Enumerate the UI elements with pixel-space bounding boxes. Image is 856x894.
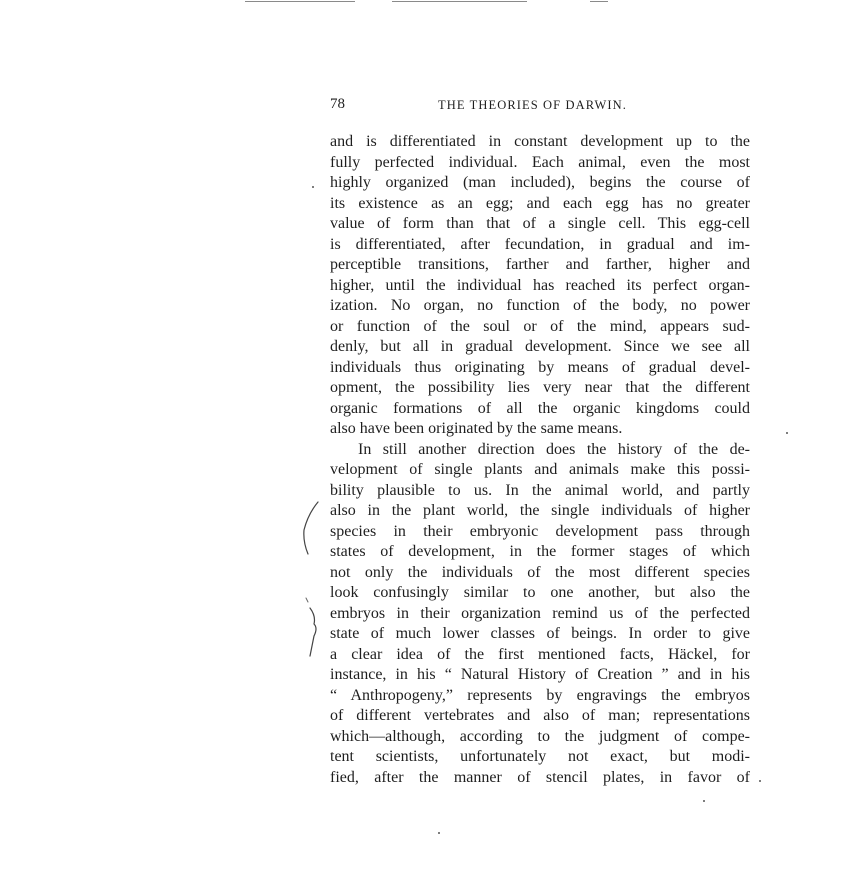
text-line: denly, but all in gradual development. Since we see all	[330, 338, 750, 355]
text-line: its existence as an egg; and each egg has no greater	[330, 194, 750, 212]
text-line: ization. No organ, no function of the body, no power	[330, 297, 750, 314]
text-line: state of much lower classes of beings. In order to give	[330, 625, 750, 642]
scan-artifact-line-1	[245, 1, 355, 2]
text-line: velopment of single plants and animals make this possi-	[330, 461, 750, 478]
body-text	[330, 132, 750, 788]
text-line: fully perfected individual. Each animal, even the most	[330, 153, 750, 171]
text-line: and is differentiated in constant development up to the	[330, 133, 750, 150]
text-line: embryos in their organization remind us of the perfected	[330, 604, 750, 622]
text-line: which—although, according to the judgment of compe-	[330, 727, 750, 745]
text-line: a clear idea of the first mentioned facts, Häckel, for	[330, 645, 750, 663]
running-title: THE THEORIES OF DARWIN.	[438, 98, 627, 112]
text-line: tent scientists, unfortunately not exact, but modi-	[330, 748, 750, 765]
text-line: look confusingly similar to one another, but also the	[330, 584, 750, 601]
scan-speck	[759, 780, 761, 782]
text-line: highly organized (man included), begins the course of	[330, 174, 750, 191]
text-line: perceptible transitions, farther and farther, higher and	[330, 256, 750, 273]
text-line: value of form than that of a single cell. This egg-cell	[330, 215, 750, 232]
paragraph-start-line: In still another direction does the history of the de-	[358, 440, 750, 458]
text-line: instance, in his “ Natural History of Creation ” and in his	[330, 666, 750, 683]
page-header	[330, 96, 750, 116]
text-line: bility plausible to us. In the animal world, and partly	[330, 481, 750, 499]
margin-pencil-marks	[296, 490, 326, 680]
text-line: states of development, in the former stages of which	[330, 543, 750, 560]
scan-speck	[786, 432, 788, 434]
text-line: not only the individuals of the most different species	[330, 563, 750, 581]
scan-speck	[312, 186, 314, 188]
text-line: higher, until the individual has reached its perfect organ-	[330, 276, 750, 294]
text-line: individuals thus originating by means of gradual devel-	[330, 358, 750, 376]
text-line: fied, after the manner of stencil plates, in favor of	[330, 768, 750, 786]
page-number: 78	[330, 96, 345, 112]
text-line: or function of the soul or of the mind, appears sud-	[330, 317, 750, 335]
text-line: opment, the possibility lies very near that the different	[330, 379, 750, 396]
text-line: of different vertebrates and also of man; representations	[330, 707, 750, 724]
text-line: “ Anthropogeny,” represents by engravings the embryos	[330, 686, 750, 704]
scan-artifact-line-3	[590, 1, 608, 2]
paragraph-end-line: also have been originated by the same means.	[330, 420, 623, 437]
scan-artifact-line-2	[392, 1, 527, 2]
text-line: is differentiated, after fecundation, in gradual and im-	[330, 235, 750, 253]
scan-speck	[438, 832, 440, 834]
text-line: organic formations of all the organic kingdoms could	[330, 399, 750, 417]
scan-speck	[703, 800, 705, 802]
text-line: also in the plant world, the single individuals of higher	[330, 502, 750, 519]
text-line: species in their embryonic development pass through	[330, 522, 750, 540]
